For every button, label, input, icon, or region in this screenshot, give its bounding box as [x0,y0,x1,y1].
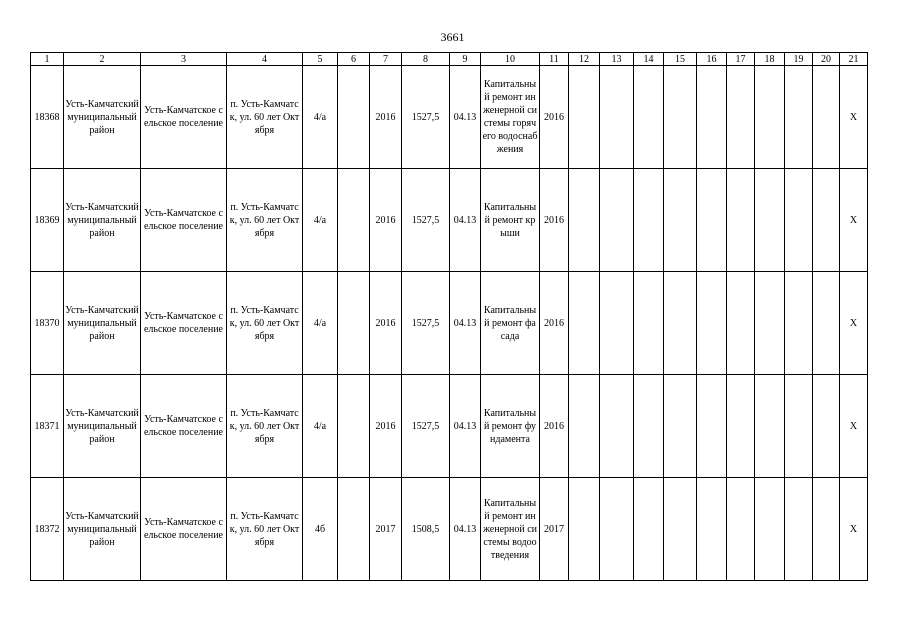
empty-cell [338,478,370,581]
empty-cell [338,169,370,272]
column-header: 19 [785,53,813,66]
work-cell: Капитальный ремонт крыши [481,169,540,272]
address-cell: п. Усть-Камчатск, ул. 60 лет Октября [227,66,303,169]
empty-cell [338,272,370,375]
empty-cell [569,66,600,169]
work-cell: Капитальный ремонт инженерной системы горячего водоснабжения [481,66,540,169]
empty-cell [785,66,813,169]
area-cell: 1527,5 [402,272,450,375]
empty-cell [600,478,634,581]
code-cell: 04.13 [450,375,481,478]
code-cell: 04.13 [450,478,481,581]
empty-cell [634,272,664,375]
work-year-cell: 2016 [540,272,569,375]
empty-cell [785,478,813,581]
area-cell: 1527,5 [402,66,450,169]
empty-cell [755,169,785,272]
empty-cell [664,272,697,375]
empty-cell [634,478,664,581]
address-cell: п. Усть-Камчатск, ул. 60 лет Октября [227,478,303,581]
empty-cell [338,375,370,478]
column-header: 14 [634,53,664,66]
address-cell: п. Усть-Камчатск, ул. 60 лет Октября [227,272,303,375]
empty-cell [697,272,727,375]
empty-cell [727,169,755,272]
empty-cell [727,66,755,169]
work-cell: Капитальный ремонт фасада [481,272,540,375]
column-header: 8 [402,53,450,66]
column-header: 2 [64,53,141,66]
code-cell: 04.13 [450,66,481,169]
empty-cell [727,272,755,375]
empty-cell [664,375,697,478]
district-cell: Усть-Камчатский муниципальный район [64,66,141,169]
empty-cell [600,169,634,272]
empty-cell [664,66,697,169]
house-cell: 4/а [303,375,338,478]
column-header: 20 [813,53,840,66]
empty-cell [634,66,664,169]
empty-cell [569,169,600,272]
empty-cell [697,478,727,581]
district-cell: Усть-Камчатский муниципальный район [64,272,141,375]
table-row [31,375,868,478]
area-cell: 1508,5 [402,478,450,581]
column-header: 3 [141,53,227,66]
column-header: 13 [600,53,634,66]
column-header: 10 [481,53,540,66]
settlement-cell: Усть-Камчатское сельское поселение [141,66,227,169]
row-id: 18371 [31,375,64,478]
year-cell: 2016 [370,375,402,478]
empty-cell [664,169,697,272]
house-cell: 4/а [303,272,338,375]
year-cell: 2016 [370,272,402,375]
code-cell: 04.13 [450,169,481,272]
district-cell: Усть-Камчатский муниципальный район [64,169,141,272]
empty-cell [813,272,840,375]
register-table [30,52,868,581]
empty-cell [664,478,697,581]
column-header: 7 [370,53,402,66]
table-row [31,169,868,272]
work-cell: Капитальный ремонт инженерной системы водоотведения [481,478,540,581]
work-cell: Капитальный ремонт фундамента [481,375,540,478]
settlement-cell: Усть-Камчатское сельское поселение [141,272,227,375]
code-cell: 04.13 [450,272,481,375]
row-id: 18368 [31,66,64,169]
empty-cell [569,375,600,478]
row-id: 18370 [31,272,64,375]
empty-cell [634,169,664,272]
empty-cell [634,375,664,478]
column-header: 21 [840,53,868,66]
empty-cell [785,375,813,478]
year-cell: 2016 [370,169,402,272]
column-header: 1 [31,53,64,66]
empty-cell [785,169,813,272]
house-cell: 4/а [303,169,338,272]
empty-cell [755,272,785,375]
empty-cell [755,478,785,581]
column-header: 17 [727,53,755,66]
column-header: 18 [755,53,785,66]
district-cell: Усть-Камчатский муниципальный район [64,478,141,581]
empty-cell [785,272,813,375]
empty-cell [569,478,600,581]
column-header: 5 [303,53,338,66]
work-year-cell: 2016 [540,66,569,169]
column-header: 12 [569,53,600,66]
empty-cell [755,375,785,478]
mark-cell: Х [840,272,868,375]
column-header: 11 [540,53,569,66]
settlement-cell: Усть-Камчатское сельское поселение [141,169,227,272]
column-header: 15 [664,53,697,66]
address-cell: п. Усть-Камчатск, ул. 60 лет Октября [227,375,303,478]
empty-cell [600,272,634,375]
empty-cell [697,169,727,272]
empty-cell [813,169,840,272]
work-year-cell: 2017 [540,478,569,581]
area-cell: 1527,5 [402,375,450,478]
empty-cell [697,66,727,169]
empty-cell [813,66,840,169]
empty-cell [727,478,755,581]
row-id: 18372 [31,478,64,581]
page-number: 3661 [440,30,465,44]
empty-cell [813,375,840,478]
mark-cell: Х [840,375,868,478]
district-cell: Усть-Камчатский муниципальный район [64,375,141,478]
table-row [31,478,868,581]
empty-cell [338,66,370,169]
column-header: 9 [450,53,481,66]
empty-cell [600,375,634,478]
mark-cell: Х [840,169,868,272]
mark-cell: Х [840,66,868,169]
table-row [31,272,868,375]
empty-cell [755,66,785,169]
mark-cell: Х [840,478,868,581]
empty-cell [697,375,727,478]
area-cell: 1527,5 [402,169,450,272]
empty-cell [600,66,634,169]
column-header: 6 [338,53,370,66]
empty-cell [727,375,755,478]
settlement-cell: Усть-Камчатское сельское поселение [141,375,227,478]
settlement-cell: Усть-Камчатское сельское поселение [141,478,227,581]
row-id: 18369 [31,169,64,272]
year-cell: 2017 [370,478,402,581]
table-row [31,66,868,169]
year-cell: 2016 [370,66,402,169]
empty-cell [569,272,600,375]
house-cell: 4б [303,478,338,581]
column-header: 4 [227,53,303,66]
address-cell: п. Усть-Камчатск, ул. 60 лет Октября [227,169,303,272]
work-year-cell: 2016 [540,375,569,478]
house-cell: 4/а [303,66,338,169]
column-header: 16 [697,53,727,66]
header-row [31,53,868,66]
empty-cell [813,478,840,581]
work-year-cell: 2016 [540,169,569,272]
